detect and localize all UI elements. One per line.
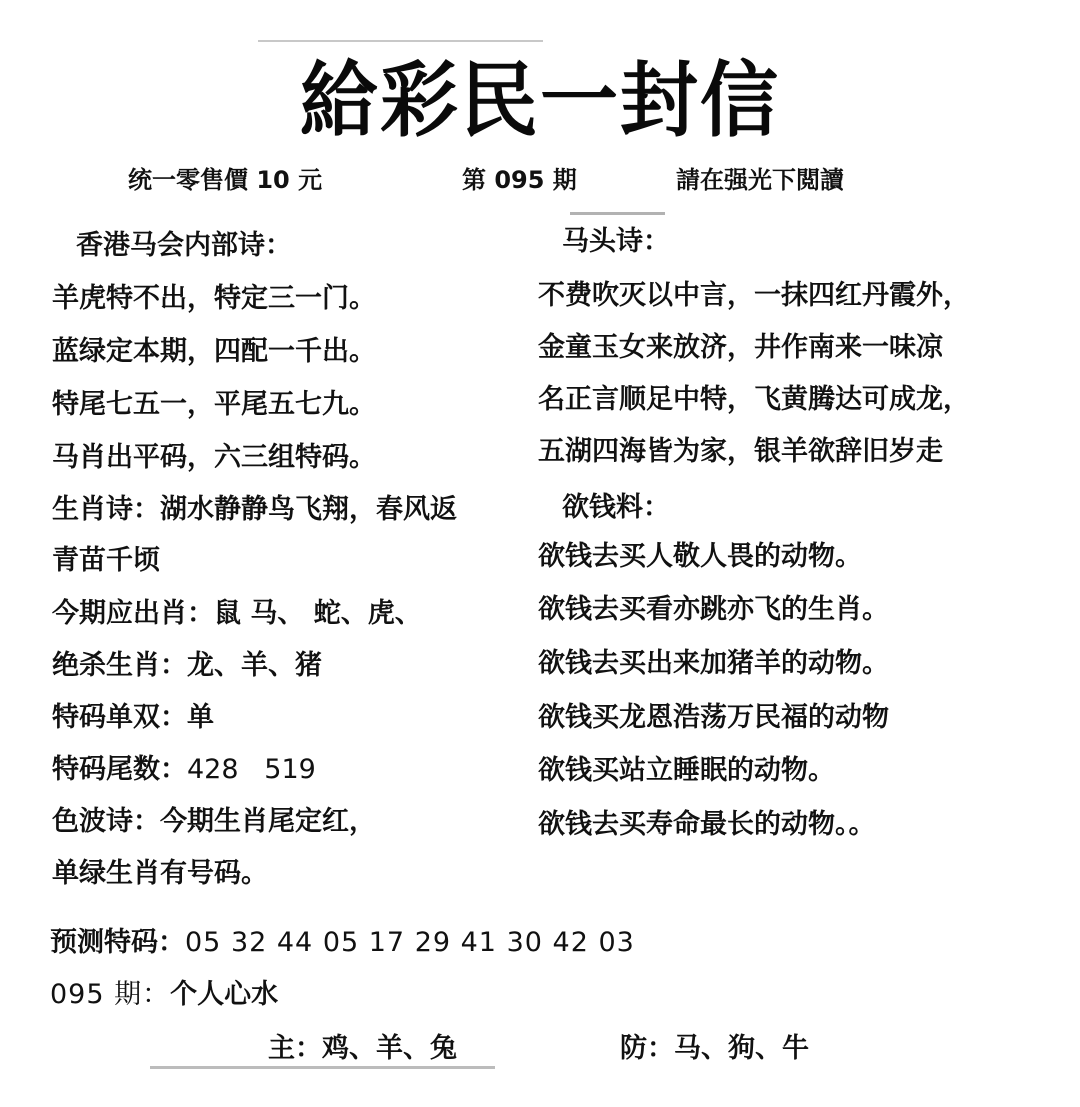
main-pick: 主：鸡、羊、兔 bbox=[268, 1033, 457, 1064]
hk-poem-line: 马肖出平码，六三组特码。 bbox=[52, 442, 376, 473]
predict-values: 05 32 44 05 17 29 41 30 42 03 bbox=[185, 927, 635, 958]
riddle-line: 欲钱去买人敬人畏的动物。 bbox=[538, 541, 862, 572]
tail-label: 特码尾数： bbox=[52, 754, 187, 785]
horse-poem-line: 不费吹灭以中言，一抹四红丹霞外， bbox=[538, 280, 970, 311]
predicted-numbers bbox=[50, 920, 635, 959]
zodiac-poem-line: 生肖诗：湖水静静鸟飞翔，春风返 bbox=[52, 494, 457, 525]
odd-even: 特码单双：单 bbox=[52, 702, 214, 733]
tail-values: 428 519 bbox=[187, 754, 316, 785]
scan-artifact bbox=[150, 1066, 495, 1069]
riddle-title: 欲钱料： bbox=[562, 492, 670, 523]
issue-tip-text: 个人心水 bbox=[170, 979, 279, 1010]
riddle-line: 欲钱去买出来加猪羊的动物。 bbox=[538, 648, 889, 679]
price-label: 统一零售價 10 元 bbox=[128, 166, 323, 194]
color-poem-line: 色波诗：今期生肖尾定红， bbox=[52, 806, 376, 837]
this-issue-zodiac: 今期应出肖：鼠 马、 蛇、虎、 bbox=[52, 598, 422, 629]
hk-poem-line: 特尾七五一，平尾五七九。 bbox=[52, 389, 376, 420]
horse-poem-title: 马头诗： bbox=[562, 226, 670, 257]
riddle-line: 欲钱去买寿命最长的动物。。 bbox=[538, 809, 876, 840]
horse-poem-line: 名正言顺足中特，飞黄腾达可成龙， bbox=[538, 384, 970, 415]
horse-poem-line: 五湖四海皆为家，银羊欲辞旧岁走 bbox=[538, 436, 943, 467]
hk-poem-title: 香港马会内部诗： bbox=[76, 230, 292, 261]
page-title: 給彩民一封信 bbox=[299, 54, 780, 149]
color-poem-line: 单绿生肖有号码。 bbox=[52, 858, 268, 889]
horse-poem-line: 金童玉女来放济，井作南来一味凉 bbox=[538, 332, 943, 363]
reading-notice: 請在强光下閲讀 bbox=[676, 166, 844, 194]
riddle-line: 欲钱去买看亦跳亦飞的生肖。 bbox=[538, 594, 889, 625]
predict-label: 预测特码： bbox=[50, 927, 185, 958]
hk-poem-line: 蓝绿定本期，四配一千出。 bbox=[52, 336, 376, 367]
guard-pick: 防：马、狗、牛 bbox=[620, 1033, 809, 1064]
kill-zodiac: 绝杀生肖：龙、羊、猪 bbox=[52, 650, 322, 681]
issue-tip bbox=[50, 972, 278, 1011]
riddle-line: 欲钱买站立睡眠的动物。 bbox=[538, 755, 835, 786]
riddle-line: 欲钱买龙恩浩荡万民福的动物 bbox=[538, 702, 889, 733]
issue-label: 第 095 期 bbox=[462, 166, 577, 194]
scan-artifact bbox=[570, 212, 665, 215]
zodiac-poem-line: 青苗千顷 bbox=[52, 545, 160, 576]
tail-numbers bbox=[52, 756, 316, 783]
hk-poem-line: 羊虎特不出，特定三一门。 bbox=[52, 283, 376, 314]
issue-tip-label: 095 期： bbox=[50, 979, 171, 1010]
